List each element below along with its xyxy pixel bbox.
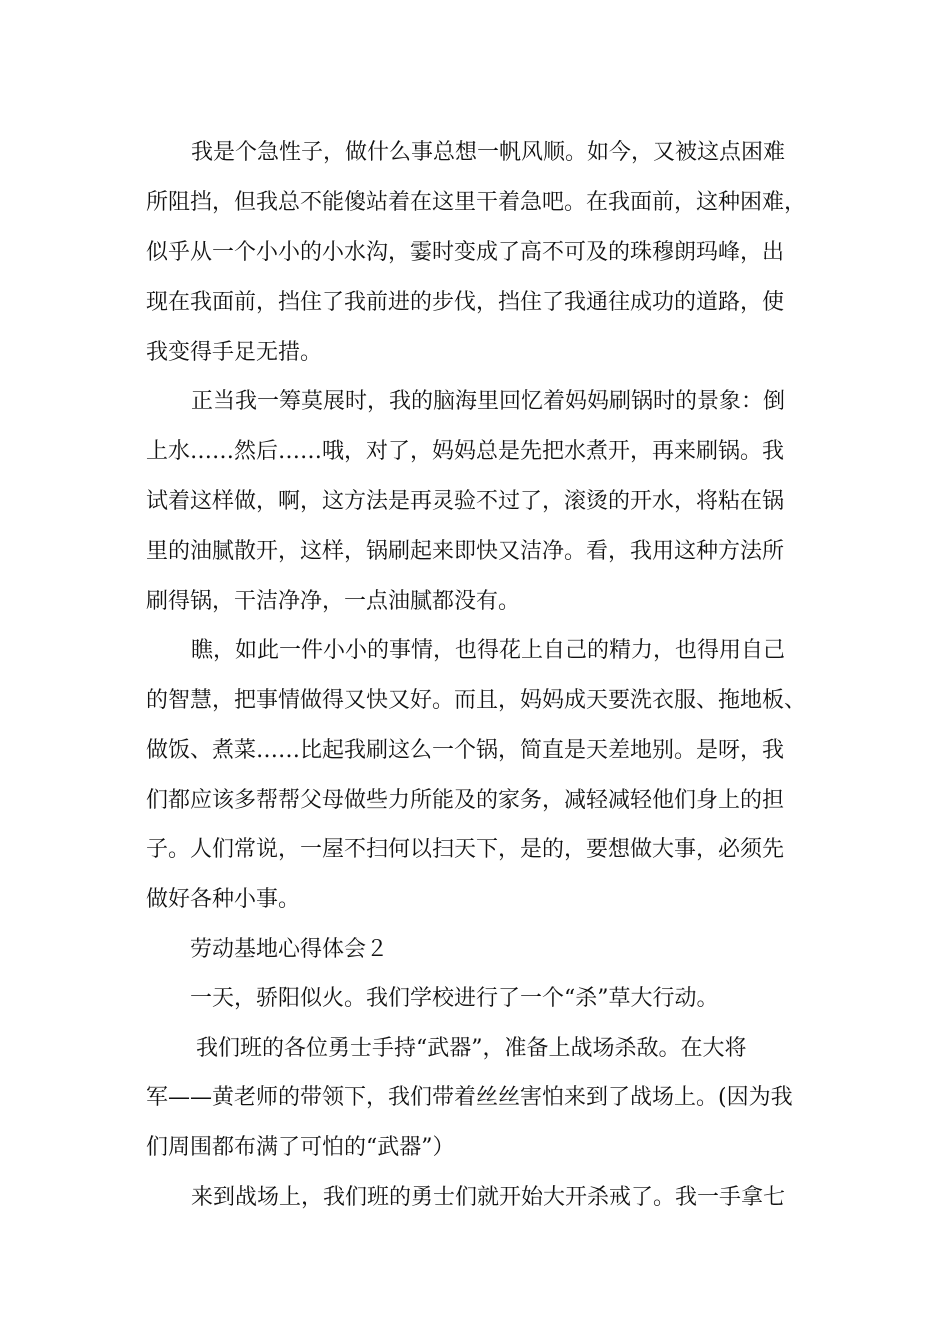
text-line: 子。人们常说，一屋不扫何以扫天下，是的，要想做大事，必须先 (146, 837, 785, 862)
text-line: 我们班的各位勇士手持“武器”，准备上战场杀敌。在大将 (196, 1036, 747, 1061)
text-line: 里的油腻散开，这样，锅刷起来即快又洁净。看，我用这种方法所 (146, 539, 785, 564)
text-line: 现在我面前，挡住了我前进的步伐，挡住了我通往成功的道路，使 (146, 290, 785, 315)
text-line: 所阻挡，但我总不能傻站着在这里干着急吧。在我面前，这种困难， (146, 190, 807, 215)
text-line: 刷得锅，干洁净净，一点油腻都没有。 (146, 589, 521, 614)
text-line: 来到战场上，我们班的勇士们就开始大开杀戒了。我一手拿七 (191, 1185, 786, 1210)
section-heading: 劳动基地心得体会２ (190, 937, 389, 962)
text-line: 做好各种小事。 (146, 887, 301, 912)
text-line: 上水……然后……哦，对了，妈妈总是先把水煮开，再来刷锅。我 (146, 439, 785, 464)
text-line: 们周围都布满了可怕的“武器”） (146, 1135, 455, 1160)
text-line: 们都应该多帮帮父母做些力所能及的家务，减轻减轻他们身上的担 (146, 788, 785, 813)
text-line: 似乎从一个小小的小水沟，霎时变成了高不可及的珠穆朗玛峰，出 (146, 240, 785, 265)
text-line: 我变得手足无措。 (146, 340, 323, 365)
text-line: 做饭、煮菜……比起我刷这么一个锅，简直是天差地别。是呀，我 (146, 738, 785, 763)
text-line: 军——黄老师的带领下，我们带着丝丝害怕来到了战场上。(因为我 (146, 1085, 793, 1110)
text-line: 的智慧，把事情做得又快又好。而且，妈妈成天要洗衣服、拖地板、 (146, 688, 807, 713)
text-line: 瞧，如此一件小小的事情，也得花上自己的精力，也得用自己 (191, 638, 786, 663)
text-line: 试着这样做，啊，这方法是再灵验不过了，滚烫的开水，将粘在锅 (146, 489, 785, 514)
text-line: 一天，骄阳似火。我们学校进行了一个“杀”草大行动。 (190, 986, 719, 1011)
text-line: 我是个急性子，做什么事总想一帆风顺。如今，又被这点困难 (191, 140, 786, 165)
text-line: 正当我一筹莫展时，我的脑海里回忆着妈妈刷锅时的景象：倒 (191, 389, 786, 414)
